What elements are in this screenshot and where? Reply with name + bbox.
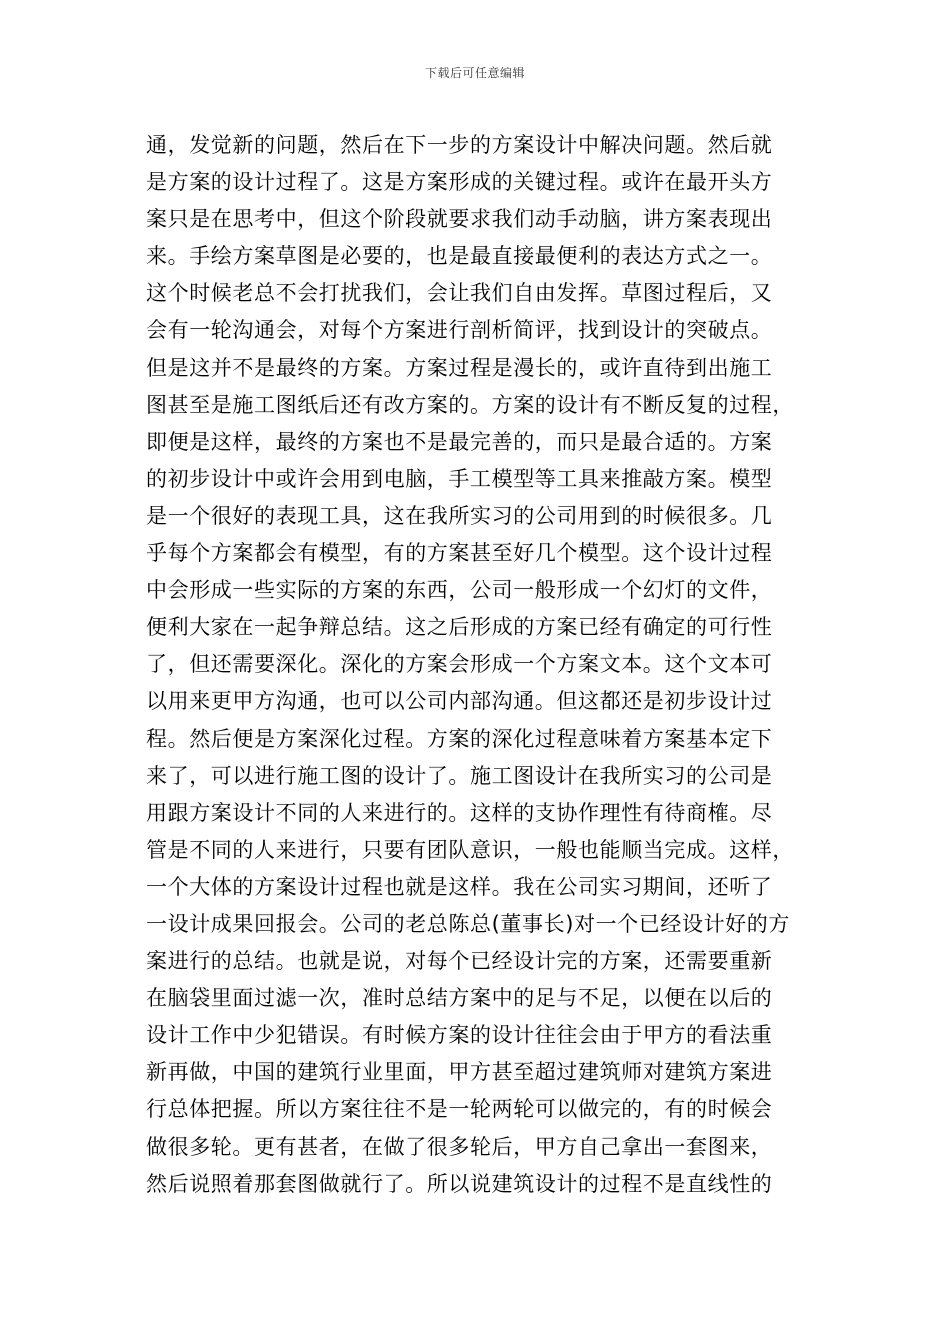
text-line: 以用来更甲方沟通，也可以公司内部沟通。但这都还是初步设计过 — [146, 689, 773, 714]
text-line: 来。手绘方案草图是必要的，也是最直接最便利的表达方式之一。 — [146, 244, 773, 269]
text-line: 会有一轮沟通会，对每个方案进行剖析简评，找到设计的突破点。 — [146, 318, 773, 343]
text-line: 用跟方案设计不同的人来进行的。这样的支协作理性有待商榷。尽 — [146, 800, 773, 825]
text-line: 行总体把握。所以方案往往不是一轮两轮可以做完的，有的时候会 — [146, 1097, 773, 1122]
text-line: 了，但还需要深化。深化的方案会形成一个方案文本。这个文本可 — [146, 652, 773, 677]
text-line: 是方案的设计过程了。这是方案形成的关键过程。或许在最开头方 — [146, 170, 773, 195]
text-line: 即便是这样，最终的方案也不是最完善的，而只是最合适的。方案 — [146, 429, 773, 454]
text-line: 但是这并不是最终的方案。方案过程是漫长的，或许直待到出施工 — [146, 355, 773, 380]
text-line: 做很多轮。更有甚者，在做了很多轮后，甲方自己拿出一套图来， — [146, 1134, 773, 1159]
text-line: 图甚至是施工图纸后还有改方案的。方案的设计有不断反复的过程， — [146, 392, 794, 417]
body-paragraph — [146, 127, 826, 1203]
text-line: 新再做，中国的建筑行业里面，甲方甚至超过建筑师对建筑方案进 — [146, 1060, 773, 1085]
text-line: 来了，可以进行施工图的设计了。施工图设计在我所实习的公司是 — [146, 763, 773, 788]
text-line: 乎每个方案都会有模型，有的方案甚至好几个模型。这个设计过程 — [146, 541, 773, 566]
text-line: 通，发觉新的问题，然后在下一步的方案设计中解决问题。然后就 — [146, 133, 773, 157]
text-line: 便利大家在一起争辩总结。这之后形成的方案已经有确定的可行性 — [146, 615, 773, 640]
text-line: 这个时候老总不会打扰我们，会让我们自由发挥。草图过程后，又 — [146, 281, 773, 306]
text-line: 案只是在思考中，但这个阶段就要求我们动手动脑，讲方案表现出 — [146, 207, 773, 232]
text-line: 是一个很好的表现工具，这在我所实习的公司用到的时候很多。几 — [146, 503, 773, 528]
text-line: 程。然后便是方案深化过程。方案的深化过程意味着方案基本定下 — [146, 726, 773, 751]
text-line: 设计工作中少犯错误。有时候方案的设计往往会由于甲方的看法重 — [146, 1023, 773, 1048]
text-line: 管是不同的人来进行，只要有团队意识，一般也能顺当完成。这样， — [146, 837, 794, 862]
text-line: 在脑袋里面过滤一次，准时总结方案中的足与不足，以便在以后的 — [146, 986, 773, 1011]
page-header: 下载后可任意编辑 — [424, 66, 525, 80]
text-line: 的初步设计中或许会用到电脑，手工模型等工具来推敲方案。模型 — [146, 466, 773, 491]
text-line: 然后说照着那套图做就行了。所以说建筑设计的过程不是直线性的 — [146, 1171, 773, 1196]
text-line: 一设计成果回报会。公司的老总陈总(董事长)对一个已经设计好的方 — [146, 911, 790, 936]
text-line: 一个大体的方案设计过程也就是这样。我在公司实习期间，还听了 — [146, 874, 773, 899]
text-line: 案进行的总结。也就是说，对每个已经设计完的方案，还需要重新 — [146, 949, 773, 974]
text-line: 中会形成一些实际的方案的东西，公司一般形成一个幻灯的文件， — [146, 578, 773, 603]
